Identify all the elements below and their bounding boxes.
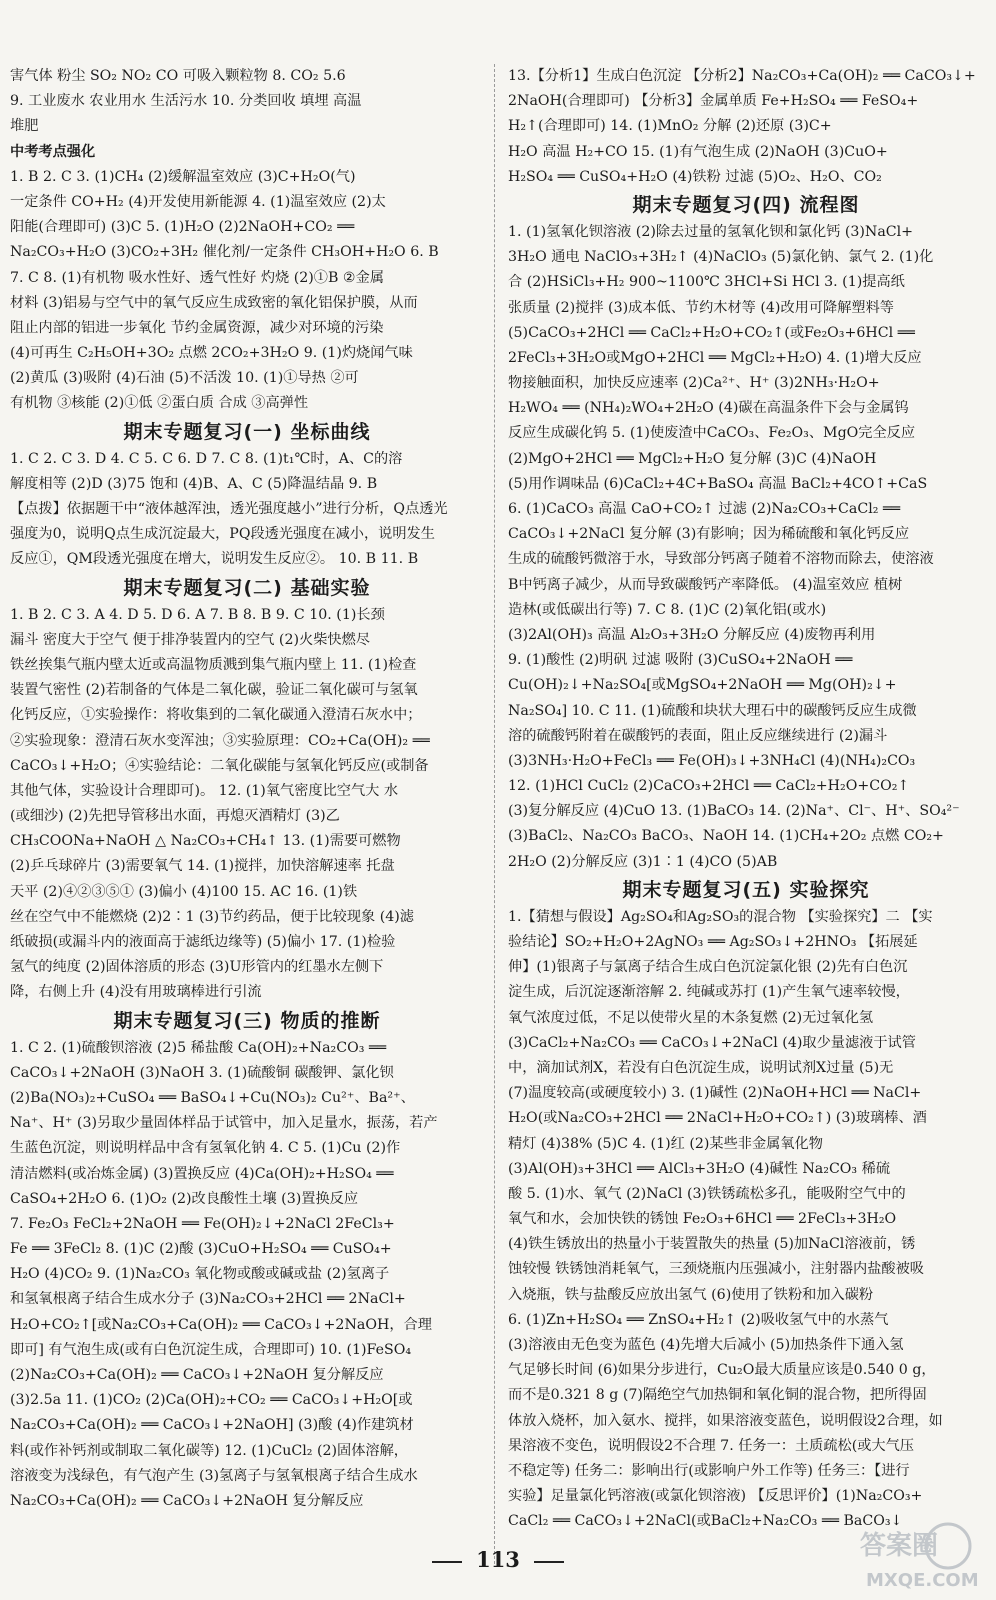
section-title: 期末专题复习(五) 实验探究 xyxy=(622,878,870,901)
answer-line: Na₂SO₄] 10. C 11. (1)硫酸和块状大理石中的碳酸钙反应生成微 xyxy=(508,702,917,719)
answer-line: 材料 (3)铝易与空气中的氧气反应生成致密的氧化铝保护膜，从而 xyxy=(10,294,418,311)
answer-line: 溶液变为浅绿色，有气泡产生 (3)氢离子与氢氧根离子结合生成水 xyxy=(10,1467,418,1484)
answer-line: 清洁燃料(或冶炼金属) (3)置换反应 (4)Ca(OH)₂+H₂SO₄ ══ xyxy=(10,1165,394,1182)
answer-line: 伸】(1)银离子与氯离子结合生成白色沉淀氯化银 (2)先有白色沉 xyxy=(508,959,908,976)
answer-line: 1. C 2. (1)硫酸钡溶液 (2)5 稀盐酸 Ca(OH)₂+Na₂CO₃ ══ xyxy=(10,1039,386,1056)
answer-line: (4)铁生锈放出的热量小于装置散失的热量 (5)加NaCl溶液前，锈 xyxy=(508,1236,916,1253)
answer-line: (2)MgO+2HCl ══ MgCl₂+H₂O 复分解 (3)C (4)NaOH xyxy=(508,450,877,467)
answer-line: 淀生成，后沉淀逐渐溶解 2. 纯碱或苏打 (1)产生氧气速率较慢， xyxy=(508,984,910,1001)
answer-line: 中，滴加试剂X，若没有白色沉淀生成，说明试剂X过量 (5)无 xyxy=(508,1059,894,1076)
answer-line: H₂↑(合理即可) 14. (1)MnO₂ 分解 (2)还原 (3)C+ xyxy=(508,118,832,135)
answer-line: 精灯 (4)38% (5)C 4. (1)红 (2)某些非金属氧化物 xyxy=(508,1135,823,1152)
subsection-title: 中考考点强化 xyxy=(10,143,96,160)
answer-line: 丝在空气中不能燃烧 (2)2∶1 (3)节约药品，便于比较现象 (4)滤 xyxy=(10,908,414,925)
answer-line: 反应生成碳化钨 5. (1)使废渣中CaCO₃、Fe₂O₃、MgO完全反应 xyxy=(508,425,916,442)
answer-line: ②实验现象：澄清石灰水变浑浊；③实验原理：CO₂+Ca(OH)₂ ══ xyxy=(10,732,430,749)
answer-line: 而不是0.321 8 g (7)隔绝空气加热铜和氧化铜的混合物，把所得固 xyxy=(508,1387,927,1404)
answer-line: (3)Al(OH)₃+3HCl ══ AlCl₃+3H₂O (4)碱性 Na₂CO₃ 稀硫 xyxy=(508,1160,891,1177)
answer-line: 铁丝挨集气瓶内壁太近或高温物质溅到集气瓶内壁上 11. (1)检查 xyxy=(10,656,417,673)
answer-line: 2NaOH(合理即可) 【分析3】金属单质 Fe+H₂SO₄ ══ FeSO₄+ xyxy=(508,93,919,110)
answer-line: 阳能(合理即可) (3)C 5. (1)H₂O (2)2NaOH+CO₂ ══ xyxy=(10,219,355,236)
section-title: 期末专题复习(二) 基础实验 xyxy=(123,576,371,599)
answer-line: 1. (1)氢氧化钡溶液 (2)除去过量的氢氧化钡和氯化钙 (3)NaCl+ xyxy=(508,223,914,240)
answer-line: 一定条件 CO+H₂ (4)开发使用新能源 4. (1)温室效应 (2)太 xyxy=(10,193,386,210)
answer-line: (2)黄瓜 (3)吸附 (4)石油 (5)不活泼 10. (1)①导热 ②可 xyxy=(10,370,359,387)
answer-line: 其他气体，实验设计合理即可)。 12. (1)氧气密度比空气大 水 xyxy=(10,782,399,799)
left-column xyxy=(10,64,484,1514)
answer-line: 天平 (2)④②③⑤① (3)偏小 (4)100 15. AC 16. (1)铁 xyxy=(10,883,358,900)
section-title: 期末专题复习(四) 流程图 xyxy=(632,193,860,216)
answer-line: H₂O(或Na₂CO₃+2HCl ══ 2NaCl+H₂O+CO₂↑) (3)玻璃棒、酒 xyxy=(508,1110,927,1127)
answer-line: Na₂CO₃+Ca(OH)₂ ══ CaCO₃↓+2NaOH] (3)酸 (4)作建筑材 xyxy=(10,1417,414,1434)
answer-line: 实验】足量氯化钙溶液(或氯化钡溶液) 【反思评价】(1)Na₂CO₃+ xyxy=(508,1488,923,1505)
answer-line: 不稳定等) 任务二：影响出行(或影响户外工作等) 任务三：【进行 xyxy=(508,1462,910,1479)
answer-line: (2)Na₂CO₃+Ca(OH)₂ ══ CaCO₃↓+2NaOH 复分解反应 xyxy=(10,1367,384,1383)
answer-line: 蚀较慢 铁锈蚀消耗氧气，三颈烧瓶内压强减小，注射器内盐酸被吸 xyxy=(508,1261,924,1278)
answer-line: CaCO₃↓+H₂O；④实验结论：二氧化碳能与氢氧化钙反应(或制备 xyxy=(10,757,429,774)
answer-line: 【点拨】依据题干中“液体越浑浊，透光强度越小”进行分析，Q点透光 xyxy=(10,501,448,517)
answer-line: (4)可再生 C₂H₅OH+3O₂ 点燃 2CO₂+3H₂O 9. (1)灼烧闻气味 xyxy=(10,345,413,362)
answer-line: (2)乒乓球碎片 (3)需要氧气 14. (1)搅拌，加快溶解速率 托盘 xyxy=(10,858,395,875)
section-title: 期末专题复习(三) 物质的推断 xyxy=(113,1009,381,1032)
answer-line: 物接触面积，加快反应速率 (2)Ca²⁺、H⁺ (3)2NH₃·H₂O+ xyxy=(508,375,880,392)
answer-line: (3)复分解反应 (4)CuO 13. (1)BaCO₃ 14. (2)Na⁺、Cl⁻、H⁺、SO₄²⁻ xyxy=(508,803,960,820)
answer-line: 害气体 粉尘 SO₂ NO₂ CO 可吸入颗粒物 8. CO₂ 5.6 xyxy=(10,68,346,84)
page-number-dash-right xyxy=(534,1561,564,1563)
answer-line: Na⁺、H⁺ (3)另取少量固体样品于试管中，加入足量水，振荡，若产 xyxy=(10,1115,438,1132)
answer-line: Na₂CO₃+Ca(OH)₂ ══ CaCO₃↓+2NaOH 复分解反应 xyxy=(10,1492,364,1509)
answer-line: 纸破损(或漏斗内的液面高于滤纸边缘等) (5)偏小 17. (1)检验 xyxy=(10,934,396,950)
answer-line: 气足够长时间 (6)如果分步进行，Cu₂O最大质量应该是0.540 0 g， xyxy=(508,1362,936,1379)
answer-line: 1. C 2. C 3. D 4. C 5. C 6. D 7. C 8. (1)t₁℃时，A、C的溶 xyxy=(10,450,403,467)
svg-text:答案圈: 答案圈 xyxy=(860,1531,939,1561)
watermark-logo xyxy=(852,1516,982,1594)
answer-line: 生成的硫酸钙微溶于水，导致部分钙离子随着不溶物而除去，使溶液 xyxy=(508,551,934,568)
answer-line: 6. (1)CaCO₃ 高温 CaO+CO₂↑ 过滤 (2)Na₂CO₃+CaCl₂ ══ xyxy=(508,501,901,517)
answer-line: (5)CaCO₃+2HCl ══ CaCl₂+H₂O+CO₂↑(或Fe₂O₃+6HCl ══ xyxy=(508,324,915,341)
answer-line: H₂O 高温 H₂+CO 15. (1)有气泡生成 (2)NaOH (3)CuO+ xyxy=(508,143,888,160)
answer-line: 降，右侧上升 (4)没有用玻璃棒进行引流 xyxy=(10,984,262,1001)
answer-line: 12. (1)HCl CuCl₂ (2)CaCO₃+2HCl ══ CaCl₂+H₂O+CO₂↑ xyxy=(508,778,910,795)
answer-line: (3)溶液由无色变为蓝色 (4)先增大后减小 (5)加热条件下通入氢 xyxy=(508,1337,904,1353)
answer-line: 造林(或低碳出行等) 7. C 8. (1)C (2)氧化铝(或水) xyxy=(508,601,827,618)
answer-line: H₂SO₄ ══ CuSO₄+H₂O (4)铁粉 过滤 (5)O₂、H₂O、CO₂ xyxy=(508,168,882,185)
answer-line: H₂O+CO₂↑[或Na₂CO₃+Ca(OH)₂ ══ CaCO₃↓+2NaOH，合理 xyxy=(10,1316,432,1333)
answer-line: 2FeCl₃+3H₂O或MgO+2HCl ══ MgCl₂+H₂O) 4. (1)增大反应 xyxy=(508,349,922,366)
answer-line: 堆肥 xyxy=(10,118,39,135)
answer-line: 氢气的纯度 (2)固体溶质的形态 (3)U形管内的红墨水左侧下 xyxy=(10,959,384,976)
answer-line: 反应①，QM段透光强度在增大，说明发生反应②。 10. B 11. B xyxy=(10,551,419,568)
answer-line: 7. C 8. (1)有机物 吸水性好、透气性好 灼烧 (2)①B ②金属 xyxy=(10,269,385,286)
answer-line: 7. Fe₂O₃ FeCl₂+2NaOH ══ Fe(OH)₂↓+2NaCl 2FeCl₃+ xyxy=(10,1215,395,1232)
answer-line: 1. B 2. C 3. A 4. D 5. D 6. A 7. B 8. B 9. C 10. (1)长颈 xyxy=(10,606,385,623)
answer-line: (3)CaCl₂+Na₂CO₃ ══ CaCO₃↓+2NaCl (4)取少量滤液于试管 xyxy=(508,1034,916,1051)
answer-line: 9. 工业废水 农业用水 生活污水 10. 分类回收 填埋 高温 xyxy=(10,93,362,110)
answer-line: 生蓝色沉淀，则说明样品中含有氢氧化钠 4. C 5. (1)Cu (2)作 xyxy=(10,1140,401,1157)
answer-line: 合 (2)HSiCl₃+H₂ 900~1100℃ 3HCl+Si HCl 3. (1)提高纸 xyxy=(508,274,905,291)
page-number-dash-left xyxy=(432,1561,462,1563)
answer-line: 强度为0，说明Q点生成沉淀最大，PQ段透光强度在减小，说明发生 xyxy=(10,526,435,543)
answer-line: 解度相等 (2)D (3)75 饱和 (4)B、A、C (5)降温结晶 9. B xyxy=(10,475,378,492)
answer-line: B中钙离子减少，从而导致碳酸钙产率降低。 (4)温室效应 植树 xyxy=(508,576,903,593)
answer-line: 13.【分析1】生成白色沉淀 【分析2】Na₂CO₃+Ca(OH)₂ ══ CaCO₃↓+ xyxy=(508,68,976,84)
answer-line: 氧气浓度过低，不足以使带火星的木条复燃 (2)无过氧化氢 xyxy=(508,1009,874,1026)
answer-line: 1.【猜想与假设】Ag₂SO₄和Ag₂SO₃的混合物 【实验探究】二 【实 xyxy=(508,908,933,925)
answer-line: CaCO₃↓+2NaCl 复分解 (3)有影响；因为稀硫酸和氧化钙反应 xyxy=(508,526,910,543)
answer-line: (3)2Al(OH)₃ 高温 Al₂O₃+3H₂O 分解反应 (4)废物再利用 xyxy=(508,626,876,643)
answer-line: H₂O (4)CO₂ 9. (1)Na₂CO₃ 氧化物或酸或碱或盐 (2)氢离子 xyxy=(10,1266,390,1283)
answer-line: 验结论】SO₂+H₂O+2AgNO₃ ══ Ag₂SO₃↓+2HNO₃ 【拓展延 xyxy=(508,934,918,950)
answer-line: 装置气密性 (2)若制备的气体是二氧化碳，验证二氧化碳可与氢氧 xyxy=(10,682,418,699)
answer-line: 阻止内部的铝进一步氧化 节约金属资源，减少对环境的污染 xyxy=(10,319,384,336)
svg-text:MXQE.COM: MXQE.COM xyxy=(866,1570,979,1591)
answer-line: 2H₂O (2)分解反应 (3)1∶1 (4)CO (5)AB xyxy=(508,853,778,870)
answer-line: (3)2.5a 11. (1)CO₂ (2)Ca(OH)₂+CO₂ ══ CaCO₃↓+H₂O[或 xyxy=(10,1392,413,1409)
page-number xyxy=(0,1547,996,1572)
answer-line: 体放入烧杯，加入氨水、搅拌，如果溶液变蓝色，说明假设2合理，如 xyxy=(508,1412,943,1429)
answer-line: 酸 5. (1)水、氧气 (2)NaCl (3)铁锈疏松多孔，能吸附空气中的 xyxy=(508,1185,906,1202)
right-column xyxy=(508,64,984,1535)
answer-line: 3H₂O 通电 NaClO₃+3H₂↑ (4)NaClO₃ (5)氯化钠、氯气 2. (1)化 xyxy=(508,249,934,266)
answer-line: 氧气和水，会加快铁的锈蚀 Fe₂O₃+6HCl ══ 2FeCl₃+3H₂O xyxy=(508,1211,897,1228)
answer-line: 1. B 2. C 3. (1)CH₄ (2)缓解温室效应 (3)C+H₂O(气) xyxy=(10,168,356,185)
page-number-text: 113 xyxy=(476,1547,520,1572)
answer-line: Cu(OH)₂↓+Na₂SO₄[或MgSO₄+2NaOH ══ Mg(OH)₂↓+ xyxy=(508,677,897,694)
answer-line: 和氢氧根离子结合生成水分子 (3)Na₂CO₃+2HCl ══ 2NaCl+ xyxy=(10,1291,406,1308)
answer-line: 9. (1)酸性 (2)明矾 过滤 吸附 (3)CuSO₄+2NaOH ══ xyxy=(508,652,853,669)
section-title: 期末专题复习(一) 坐标曲线 xyxy=(123,420,371,443)
answer-line: 果溶液不变色，说明假设2不合理 7. 任务一：土质疏松(或大气压 xyxy=(508,1437,914,1454)
answer-line: CaSO₄+2H₂O 6. (1)O₂ (2)改良酸性土壤 (3)置换反应 xyxy=(10,1190,359,1207)
answer-line: CaCl₂ ══ CaCO₃↓+2NaCl(或BaCl₂+Na₂CO₃ ══ BaCO₃↓ xyxy=(508,1513,903,1530)
answer-line: 即可] 有气泡生成(或有白色沉淀生成，合理即可) 10. (1)FeSO₄ xyxy=(10,1341,412,1358)
answer-line: Na₂CO₃+H₂O (3)CO₂+3H₂ 催化剂/一定条件 CH₃OH+H₂O 6. B xyxy=(10,244,439,261)
answer-line: (或细沙) (2)先把导管移出水面，再熄灭酒精灯 (3)乙 xyxy=(10,808,340,825)
answer-line: (7)温度较高(或硬度较小) 3. (1)碱性 (2)NaOH+HCl ══ NaCl+ xyxy=(508,1085,922,1102)
answer-line: 化钙反应，①实验操作：将收集到的二氧化碳通入澄清石灰水中； xyxy=(10,707,422,724)
answer-line: 6. (1)Zn+H₂SO₄ ══ ZnSO₄+H₂↑ (2)吸收氢气中的水蒸气 xyxy=(508,1311,889,1328)
answer-line: 溶的硫酸钙附着在碳酸钙的表面，阻止反应继续进行 (2)漏斗 xyxy=(508,727,888,744)
answer-line: (5)用作调味品 (6)CaCl₂+4C+BaSO₄ 高温 BaCl₂+4CO↑+CaS xyxy=(508,475,928,492)
answer-line: 有机物 ③核能 (2)①低 ②蛋白质 合成 ③高弹性 xyxy=(10,395,309,412)
answer-line: (3)3NH₃·H₂O+FeCl₃ ══ Fe(OH)₃↓+3NH₄Cl (4)(NH₄)₂CO₃ xyxy=(508,752,916,769)
answer-line: 料(或作补钙剂或制取二氧化碳等) 12. (1)CuCl₂ (2)固体溶解， xyxy=(10,1442,408,1459)
watermark-graphic xyxy=(852,1516,982,1594)
column-divider xyxy=(494,64,495,1564)
answer-line: CaCO₃↓+2NaOH (3)NaOH 3. (1)硫酸铜 碳酸钾、氯化钡 xyxy=(10,1064,394,1081)
answer-line: (2)Ba(NO₃)₂+CuSO₄ ══ BaSO₄↓+Cu(NO₃)₂ Cu²⁺、Ba²⁺、 xyxy=(10,1089,415,1106)
answer-line: 张质量 (2)搅拌 (3)成本低、节约木材等 (4)改用可降解塑料等 xyxy=(508,299,894,316)
answer-line: 漏斗 密度大于空气 便于排净装置内的空气 (2)火柴快燃尽 xyxy=(10,631,370,648)
answer-line: Fe ══ 3FeCl₂ 8. (1)C (2)酸 (3)CuO+H₂SO₄ ══ CuSO₄+ xyxy=(10,1241,392,1258)
answer-line: CH₃COONa+NaOH △ Na₂CO₃+CH₄↑ 13. (1)需要可燃物 xyxy=(10,833,401,850)
answer-line: H₂WO₄ ══ (NH₄)₂WO₄+2H₂O (4)碳在高温条件下会与金属钨 xyxy=(508,400,909,417)
answer-line: 入烧瓶，铁与盐酸反应放出氢气 (6)使用了铁粉和加入碳粉 xyxy=(508,1286,874,1303)
answer-line: (3)BaCl₂、Na₂CO₃ BaCO₃、NaOH 14. (1)CH₄+2O₂ 点燃 CO₂+ xyxy=(508,828,944,845)
